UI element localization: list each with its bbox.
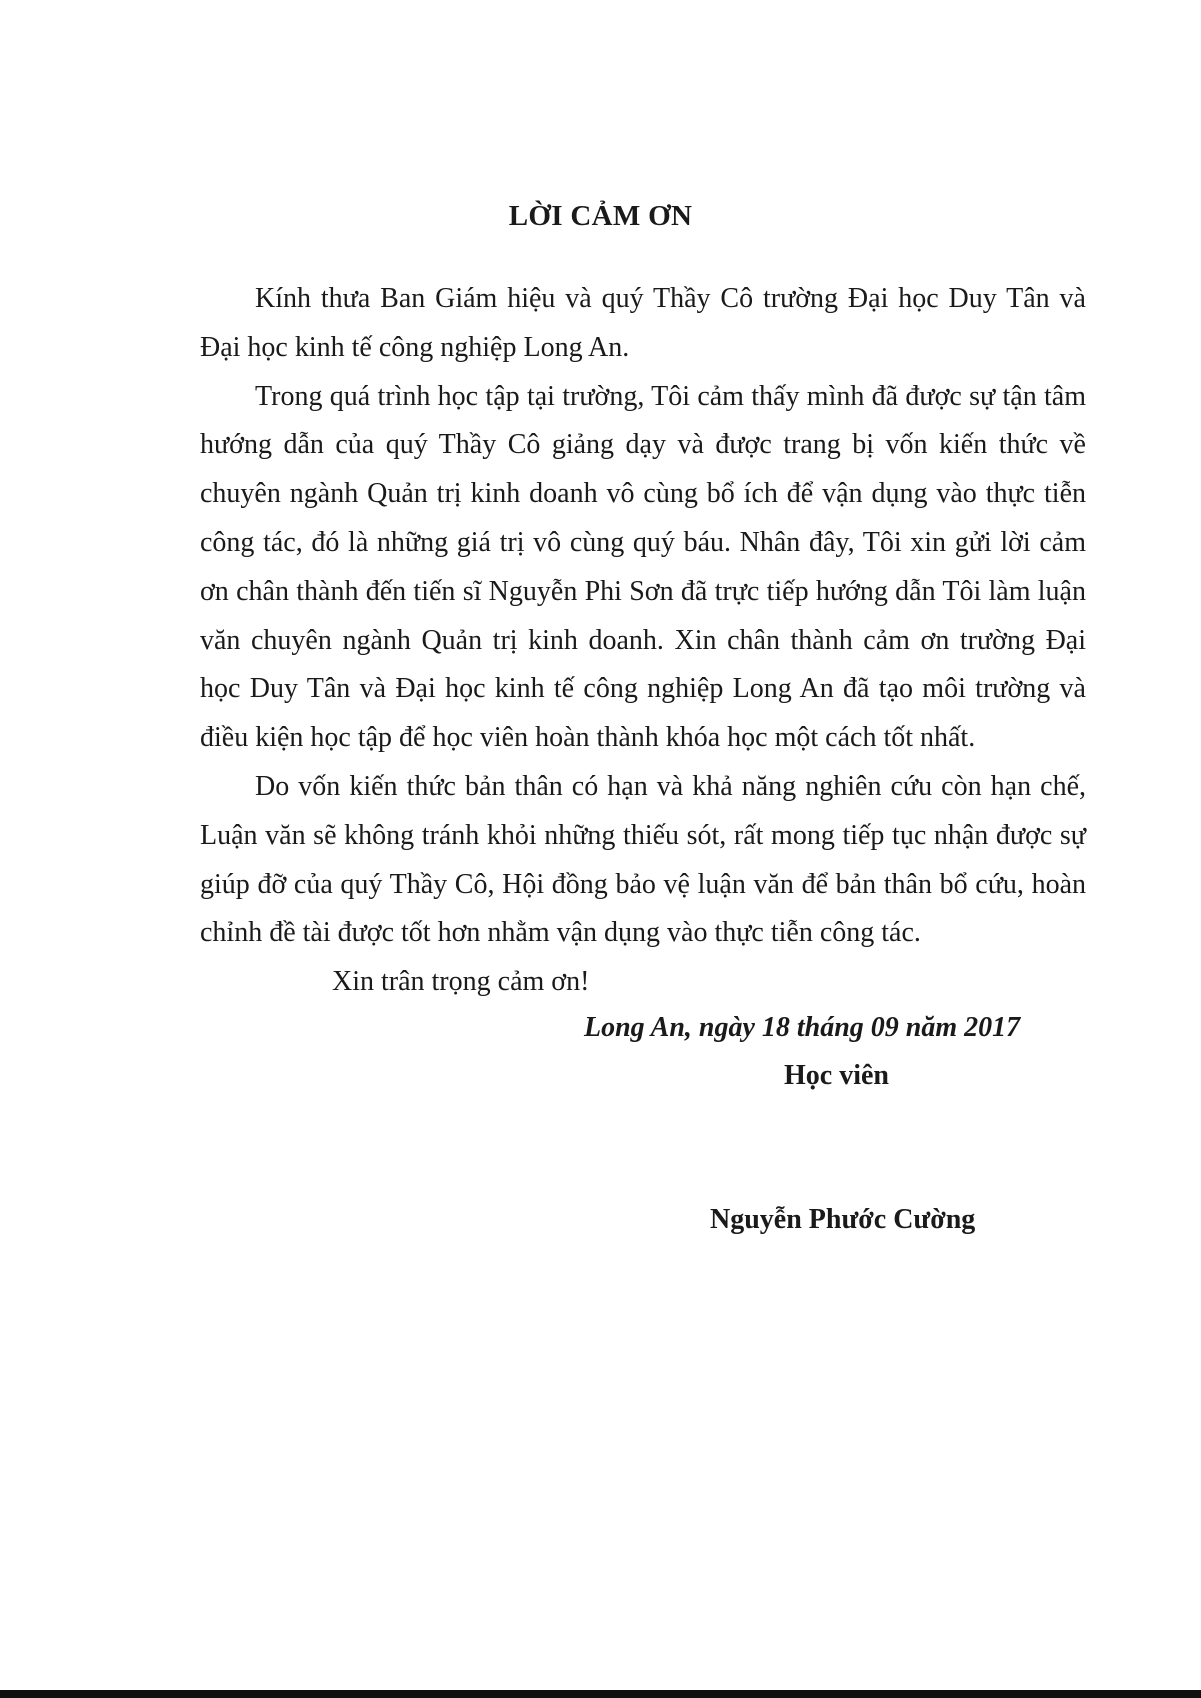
page-title: LỜI CẢM ƠN — [508, 200, 693, 232]
closing-line: Xin trân trọng cảm ơn! — [332, 966, 590, 998]
paragraph-limitations: Do vốn kiến thức bản thân có hạn và khả năng nghiên cứu còn hạn chế, Luận văn sẽ không tránh khỏi những thiếu sót, rất mong tiếp tục nhận được sự giúp đỡ của quý Thầy Cô, Hội đồng bảo vệ luận văn để bản thân bổ cứu, hoàn chỉnh đề tài được tốt hơn nhằm vận dụng vào thực tiễn công tác. — [200, 770, 1086, 949]
paragraph-gratitude: Trong quá trình học tập tại trường, Tôi cảm thấy mình đã được sự tận tâm hướng dẫn của quý Thầy Cô giảng dạy và được trang bị vốn kiến thức về chuyên ngành Quản trị kinh doanh vô cùng bổ ích để vận dụng vào thực tiễn công tác, đó là những giá trị vô cùng quý báu. Nhân đây, Tôi xin gửi lời cảm ơn chân thành đến tiến sĩ Nguyễn Phi Sơn đã trực tiếp hướng dẫn Tôi làm luận văn chuyên ngành Quản trị kinh doanh. Xin chân thành cảm ơn trường Đại học Duy Tân và Đại học kinh tế công nghiệp Long An đã tạo môi trường và điều kiện học tập để học viên hoàn thành khóa học một cách tốt nhất. — [200, 380, 1086, 754]
signer-role: Học viên — [784, 1060, 889, 1091]
paragraph-greeting: Kính thưa Ban Giám hiệu và quý Thầy Cô trường Đại học Duy Tân và Đại học kinh tế công nghiệp Long An. — [200, 283, 1086, 363]
place-date: Long An, ngày 18 tháng 09 năm 2017 — [584, 1012, 1021, 1043]
page-bottom-border — [0, 1690, 1201, 1698]
signer-name: Nguyễn Phước Cường — [710, 1204, 976, 1235]
body-text — [200, 275, 1086, 1007]
